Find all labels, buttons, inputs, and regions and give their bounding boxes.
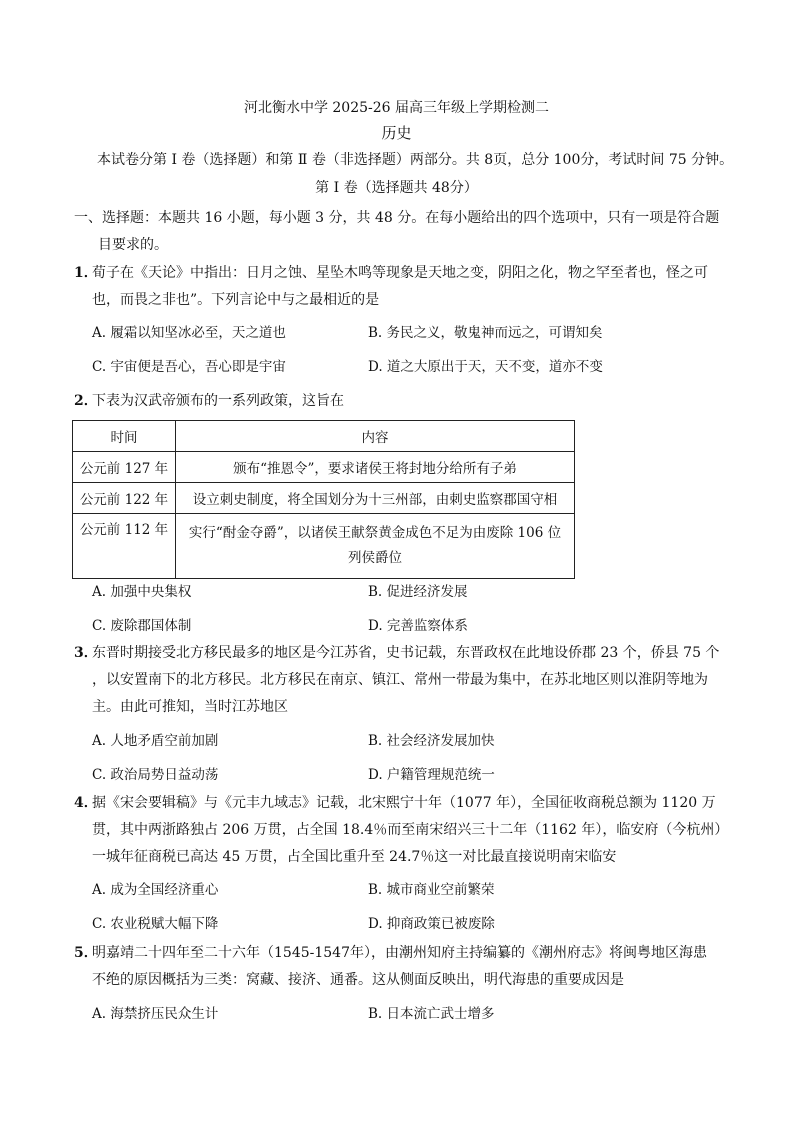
question-stem-cont: ，以安置南下的北方移民。北方移民在南京、镇江、常州一带最为集中，在苏北地区则以淮阴等地为 <box>92 672 708 688</box>
question-number: 3． <box>74 645 98 661</box>
question-stem-cont: 贯，其中两浙路独占 206 万贯，占全国 18.4％而至南宋绍兴三十二年（1162 年），临安府（今杭州） <box>92 822 729 838</box>
table-row <box>73 452 575 483</box>
option-d: D. 抑商政策已被废除 <box>368 916 495 932</box>
part-title: 第 Ⅰ 卷（选择题共 48分） <box>315 180 478 196</box>
option-c: C. 废除郡国体制 <box>92 618 192 634</box>
question-stem-cont: 主。由此可推知，当时江苏地区 <box>92 699 288 715</box>
question-stem: 明嘉靖二十四年至二十六年（1545-1547年），由潮州知府主持编纂的《潮州府志》将闽粤地区海患 <box>92 945 707 961</box>
table-cell-content-line: 实行“酎金夺爵”，以诸侯王献祭黄金成色不足为由废除 106 位 <box>188 525 562 541</box>
table-cell-content-line: 列侯爵位 <box>348 550 402 566</box>
question-stem: 下表为汉武帝颁布的一系列政策，这旨在 <box>92 393 344 409</box>
table-cell-time: 公元前 127 年 <box>73 452 176 483</box>
option-b: B. 城市商业空前繁荣 <box>368 882 495 898</box>
question-number: 2． <box>74 393 98 409</box>
option-c: C. 政治局势日益动荡 <box>92 767 219 783</box>
question-number: 5． <box>74 945 98 961</box>
question-stem: 荀子在《天论》中指出：日月之蚀、星坠木鸣等现象是天地之变，阴阳之化，物之罕至者也，怪之可 <box>92 265 708 281</box>
option-c: C. 宇宙便是吾心，吾心即是宇宙 <box>92 359 286 375</box>
question-number: 4． <box>74 795 98 811</box>
exam-instructions: 本试卷分第 Ⅰ 卷（选择题）和第 Ⅱ 卷（非选择题）两部分。共 8页，总分 100分，考试时间 75 分钟。 <box>97 152 734 168</box>
option-b: B. 社会经济发展加快 <box>368 733 495 749</box>
table-cell-content <box>176 514 575 579</box>
option-a: A. 成为全国经济重心 <box>92 882 219 898</box>
option-a: A. 履霜以知坚冰必至，天之道也 <box>92 325 286 341</box>
table-row <box>73 514 575 579</box>
option-a: A. 人地矛盾空前加剧 <box>92 733 219 749</box>
table-cell-content: 设立刺史制度，将全国划分为十三州部，由刺史监察郡国守相 <box>176 483 575 514</box>
option-d: D. 户籍管理规范统一 <box>368 767 495 783</box>
table-header-row <box>73 421 575 452</box>
option-b: B. 日本流亡武士增多 <box>368 1006 495 1022</box>
section-heading: 一、选择题：本题共 16 小题，每小题 3 分，共 48 分。在每小题给出的四个选项中，只有一项是符合题 <box>74 210 720 226</box>
question-stem: 据《宋会要辑稿》与《元丰九域志》记载，北宋熙宁十年（1077 年），全国征收商税总额为 1120 万 <box>92 795 716 811</box>
table-header-content: 内容 <box>176 421 575 452</box>
option-a: A. 加强中央集权 <box>92 584 192 600</box>
exam-title: 河北衡水中学 2025-26 届高三年级上学期检测二 <box>243 100 550 116</box>
option-b: B. 务民之义，敬鬼神而远之，可谓知矣 <box>368 325 603 341</box>
table-row <box>73 483 575 514</box>
option-b: B. 促进经济发展 <box>368 584 468 600</box>
option-d: D. 完善监察体系 <box>368 618 468 634</box>
question-number: 1． <box>74 265 98 281</box>
question-stem-cont: 不绝的原因概括为三类：窝藏、接济、通番。这从侧面反映出，明代海患的重要成因是 <box>92 972 624 988</box>
section-heading-cont: 目要求的。 <box>98 237 168 253</box>
policy-table <box>72 420 575 579</box>
option-a: A. 海禁挤压民众生计 <box>92 1006 219 1022</box>
subject-title: 历史 <box>381 124 412 142</box>
table-header-time: 时间 <box>73 421 176 452</box>
table-cell-content: 颁布“推恩令”，要求诸侯王将封地分给所有子弟 <box>176 452 575 483</box>
question-stem-cont: 一城年征商税已高达 45 万贯，占全国比重升至 24.7％这一对比最直接说明南宋临安 <box>92 849 617 865</box>
option-c: C. 农业税赋大幅下降 <box>92 916 219 932</box>
option-d: D. 道之大原出于天，天不变，道亦不变 <box>368 359 603 375</box>
table-cell-time: 公元前 122 年 <box>73 483 176 514</box>
table-cell-time: 公元前 112 年 <box>73 514 176 579</box>
question-stem: 东晋时期接受北方移民最多的地区是今江苏省，史书记载，东晋政权在此地设侨郡 23 个，侨县 75 个 <box>92 645 720 661</box>
question-stem-cont: 也，而畏之非也”。下列言论中与之最相近的是 <box>92 292 380 308</box>
